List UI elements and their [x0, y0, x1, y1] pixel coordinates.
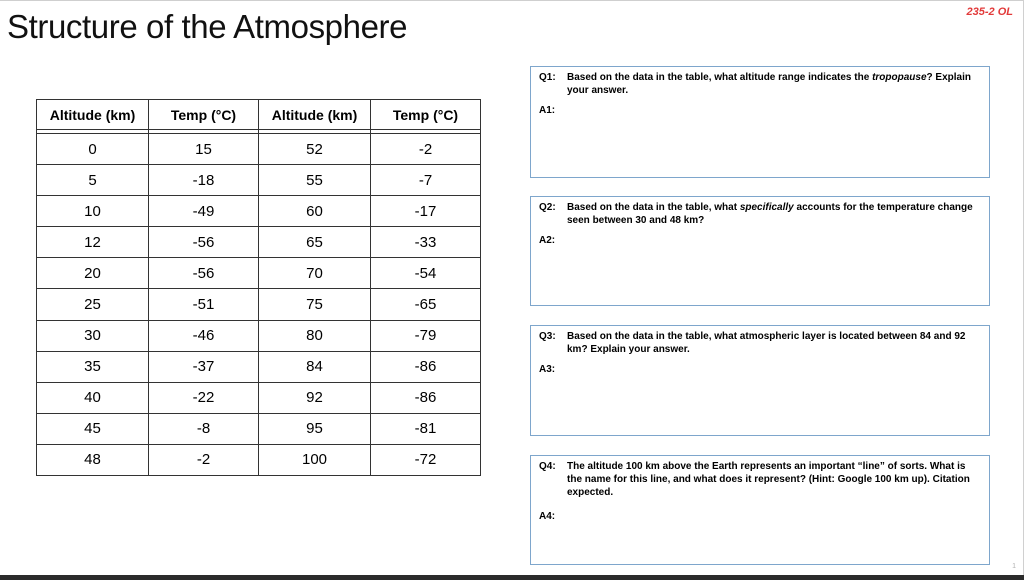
temp-cell: -54: [371, 258, 481, 289]
question-text: Based on the data in the table, what atmospheric layer is located between 84 and 92 km? Explain your answer.: [567, 331, 966, 355]
temp-cell: -56: [149, 258, 259, 289]
question-box-2: [530, 196, 990, 306]
temp-cell: 15: [149, 134, 259, 165]
temp-cell: -49: [149, 196, 259, 227]
temp-cell: -37: [149, 351, 259, 382]
table-row: [37, 227, 481, 258]
altitude-cell: 100: [259, 444, 371, 475]
page-title: Structure of the Atmosphere: [7, 8, 408, 45]
table-row: [37, 351, 481, 382]
altitude-cell: 20: [37, 258, 149, 289]
altitude-cell: 30: [37, 320, 149, 351]
table-row: [37, 196, 481, 227]
table-row: [37, 444, 481, 475]
altitude-cell: 55: [259, 165, 371, 196]
altitude-cell: 10: [37, 196, 149, 227]
table-header-row: [37, 100, 481, 130]
top-border: [0, 0, 1024, 1]
temp-cell: -51: [149, 289, 259, 320]
answer-area[interactable]: [567, 510, 981, 523]
header-temp-2: Temp (°C): [371, 100, 481, 130]
table-body: [37, 130, 481, 476]
altitude-cell: 60: [259, 196, 371, 227]
temp-cell: -86: [371, 351, 481, 382]
question-text: Based on the data in the table, what altitude range indicates the tropopause? Explain your answer.: [567, 72, 971, 96]
altitude-cell: 95: [259, 413, 371, 444]
temp-cell: -46: [149, 320, 259, 351]
temp-cell: -56: [149, 227, 259, 258]
atmosphere-data-table: [36, 99, 481, 476]
table-row: [37, 382, 481, 413]
table-row: [37, 258, 481, 289]
altitude-cell: 5: [37, 165, 149, 196]
answer-label: A3:: [539, 364, 556, 375]
table-row: [37, 165, 481, 196]
altitude-cell: 70: [259, 258, 371, 289]
altitude-cell: 35: [37, 351, 149, 382]
temp-cell: -2: [149, 444, 259, 475]
question-box-4: [530, 455, 990, 565]
altitude-cell: 25: [37, 289, 149, 320]
question-text: Based on the data in the table, what specifically accounts for the temperature change seen between 30 and 48 km?: [567, 202, 973, 226]
header-altitude-2: Altitude (km): [259, 100, 371, 130]
answer-area[interactable]: [567, 104, 981, 117]
altitude-cell: 75: [259, 289, 371, 320]
question-text: The altitude 100 km above the Earth represents an important “line” of sorts. What is the name for this line, and what does it represent? (Hint: Google 100 km up). Citation expected.: [567, 461, 970, 498]
header-temp-1: Temp (°C): [149, 100, 259, 130]
table-row: [37, 289, 481, 320]
table-row: [37, 134, 481, 165]
table-row: [37, 320, 481, 351]
altitude-cell: 65: [259, 227, 371, 258]
question-box-3: [530, 325, 990, 436]
header-altitude-1: Altitude (km): [37, 100, 149, 130]
altitude-cell: 92: [259, 382, 371, 413]
temp-cell: -81: [371, 413, 481, 444]
altitude-cell: 12: [37, 227, 149, 258]
temp-cell: -17: [371, 196, 481, 227]
temp-cell: -65: [371, 289, 481, 320]
question-label: Q1:: [539, 72, 556, 83]
table-row: [37, 413, 481, 444]
temp-cell: -7: [371, 165, 481, 196]
temp-cell: -8: [149, 413, 259, 444]
temp-cell: -79: [371, 320, 481, 351]
answer-area[interactable]: [567, 363, 981, 376]
altitude-cell: 52: [259, 134, 371, 165]
altitude-cell: 84: [259, 351, 371, 382]
altitude-cell: 45: [37, 413, 149, 444]
question-label: Q4:: [539, 461, 556, 472]
bottom-bar: [0, 575, 1024, 580]
temp-cell: -86: [371, 382, 481, 413]
altitude-cell: 40: [37, 382, 149, 413]
answer-area[interactable]: [567, 234, 981, 247]
question-label: Q2:: [539, 202, 556, 213]
temp-cell: -72: [371, 444, 481, 475]
temp-cell: -22: [149, 382, 259, 413]
altitude-cell: 80: [259, 320, 371, 351]
question-label: Q3:: [539, 331, 556, 342]
temp-cell: -2: [371, 134, 481, 165]
question-box-1: [530, 66, 990, 178]
answer-label: A4:: [539, 511, 556, 522]
altitude-cell: 0: [37, 134, 149, 165]
page-number: 1: [1012, 563, 1016, 570]
temp-cell: -18: [149, 165, 259, 196]
answer-label: A2:: [539, 235, 556, 246]
answer-label: A1:: [539, 105, 556, 116]
temp-cell: -33: [371, 227, 481, 258]
altitude-cell: 48: [37, 444, 149, 475]
document-code: 235-2 OL: [966, 6, 1013, 18]
